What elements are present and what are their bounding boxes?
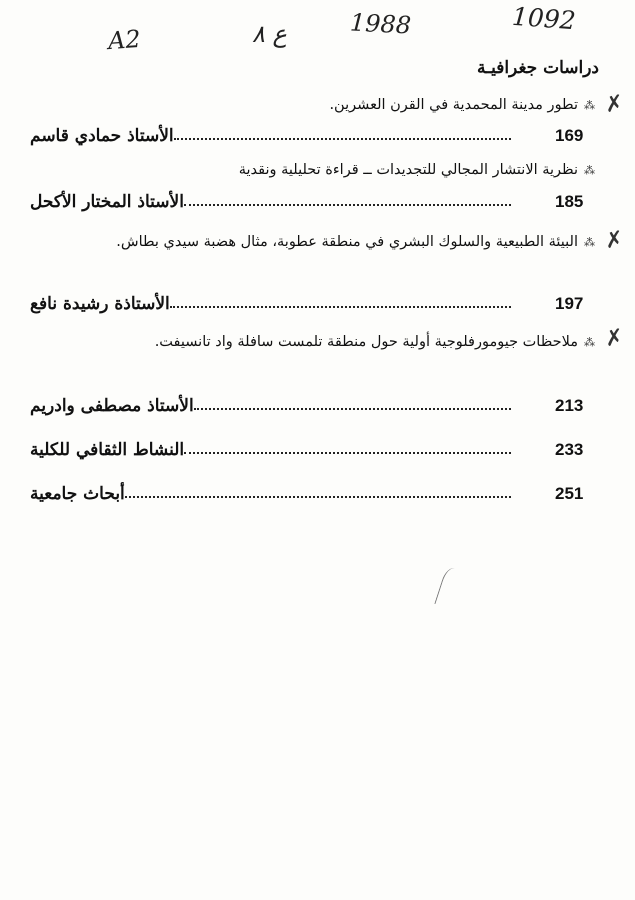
check-mark-icon: ✗ — [602, 90, 625, 119]
page-number: 251 — [555, 484, 584, 503]
page-number: 169 — [555, 126, 584, 145]
dot-leader — [174, 138, 511, 140]
article-title-text: ملاحظات جيومورفلوجية أولية حول منطقة تلمست سافلة واد تانسيفت. — [154, 334, 578, 350]
article-title-3 — [85, 230, 595, 255]
author-name: الأستاذ حمادي قاسم — [30, 126, 174, 146]
dot-leader — [184, 204, 511, 206]
section-title: دراسات جغرافيـة — [476, 58, 599, 78]
toc-line-cultural-activity — [20, 432, 599, 460]
dot-leader — [125, 496, 511, 498]
check-mark-icon: ✗ — [602, 226, 625, 255]
bullet-icon: ⁂ — [584, 336, 595, 349]
article-title-4 — [85, 330, 595, 355]
handwritten-volume: ع ٨ — [252, 20, 287, 48]
article-title-text: تطور مدينة المحمدية في القرن العشرين. — [329, 97, 578, 113]
toc-line-3 — [20, 286, 599, 314]
article-title-2 — [75, 158, 595, 183]
handwritten-a2: A2 — [107, 24, 142, 56]
bullet-icon: ⁂ — [584, 99, 595, 112]
bullet-icon: ⁂ — [584, 236, 595, 249]
toc-line-4 — [20, 388, 599, 416]
section-entry-title: أبحاث جامعية — [30, 484, 125, 504]
author-name: الأستاذة رشيدة نافع — [30, 294, 170, 314]
page-number: 185 — [555, 192, 584, 211]
page-number: 213 — [555, 396, 584, 415]
pen-stroke — [434, 566, 466, 611]
article-title-text: البيئة الطبيعية والسلوك البشري في منطقة عطوبة، مثال هضبة سيدي بطاش. — [116, 234, 578, 250]
toc-line-1 — [20, 118, 599, 146]
page-number: 233 — [555, 440, 584, 459]
handwritten-code: 1092 — [511, 1, 577, 36]
handwritten-year: 1988 — [349, 8, 412, 40]
check-mark-icon: ✗ — [602, 324, 625, 353]
dot-leader — [184, 452, 511, 454]
article-title-text: نظرية الانتشار المجالي للتجديدات ــ قراءة تحليلية ونقدية — [238, 162, 578, 178]
toc-line-university-research — [20, 476, 599, 504]
section-entry-title: النشاط الثقافي للكلية — [30, 440, 185, 460]
bullet-icon: ⁂ — [584, 164, 595, 177]
author-name: الأستاذ مصطفى وادريم — [30, 396, 194, 416]
article-title-1 — [75, 93, 595, 118]
page-number: 197 — [555, 294, 584, 313]
toc-line-2 — [20, 184, 599, 212]
author-name: الأستاذ المختار الأكحل — [30, 192, 184, 212]
dot-leader — [170, 306, 511, 308]
dot-leader — [194, 408, 511, 410]
